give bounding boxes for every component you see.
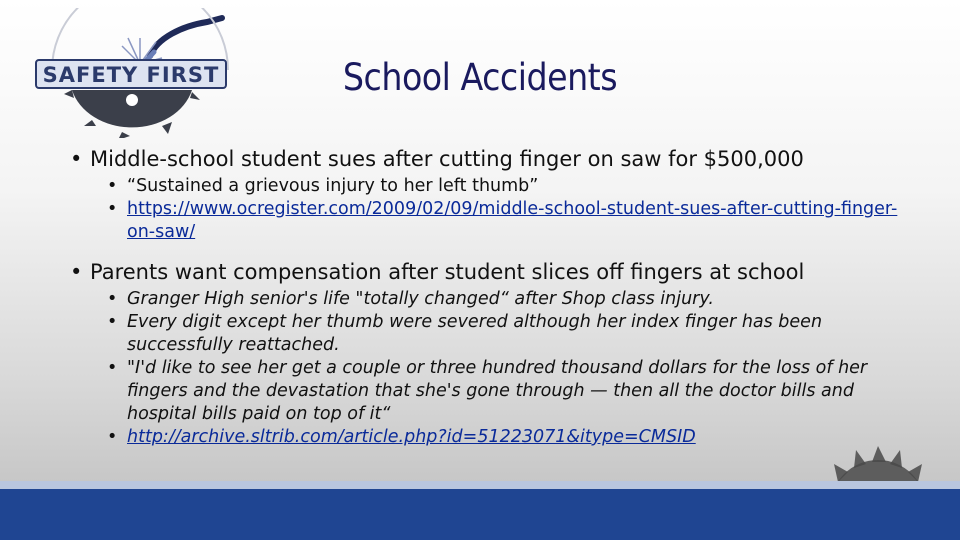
logo-text: SAFETY FIRST (42, 63, 220, 87)
sub-bullet (70, 288, 920, 311)
bullet-dot: • (70, 260, 83, 284)
sub-bullet (70, 357, 920, 426)
footer-band (0, 489, 960, 540)
bullet-dot: • (70, 147, 83, 171)
bullet-1 (70, 145, 920, 173)
bullet-dot: • (107, 176, 118, 196)
bullet-1-text: Middle-school student sues after cutting finger on saw for $500,000 (90, 147, 804, 171)
slide-body (70, 145, 920, 463)
bullet-dot: • (107, 358, 118, 378)
bullet-2-text: Parents want compensation after student slices off fingers at school (90, 260, 805, 284)
bullet-dot: • (107, 427, 118, 447)
bullet-dot: • (107, 312, 118, 332)
slide-title: School Accidents (342, 56, 618, 99)
sub-bullet-text: "I'd like to see her get a couple or three hundred thousand dollars for the loss of her fingers and the devastation that she's gone through — then all the doctor bills and hospital bills paid on top of it“ (127, 358, 868, 424)
sub-bullet-text: Granger High senior's life "totally changed“ after Shop class injury. (127, 289, 714, 309)
sltrib-link[interactable]: http://archive.sltrib.com/article.php?id=51223071&itype=CMSID (127, 427, 696, 447)
footer-stripe (0, 481, 960, 489)
sub-bullet (70, 175, 920, 198)
sub-bullet (70, 311, 920, 357)
sub-bullet-text: Every digit except her thumb were severed although her index finger has been successfully reattached. (127, 312, 823, 355)
bullet-2 (70, 258, 920, 286)
ocregister-link[interactable]: https://www.ocregister.com/2009/02/09/middle-school-student-sues-after-cutting-finger-on-saw/ (127, 199, 898, 242)
sub-bullet (70, 426, 920, 449)
bullet-dot: • (107, 289, 118, 309)
sub-bullet (70, 198, 920, 244)
sub-bullet-text: “Sustained a grievous injury to her left thumb” (127, 176, 539, 196)
safety-first-logo (32, 8, 232, 138)
bullet-dot: • (107, 199, 118, 219)
